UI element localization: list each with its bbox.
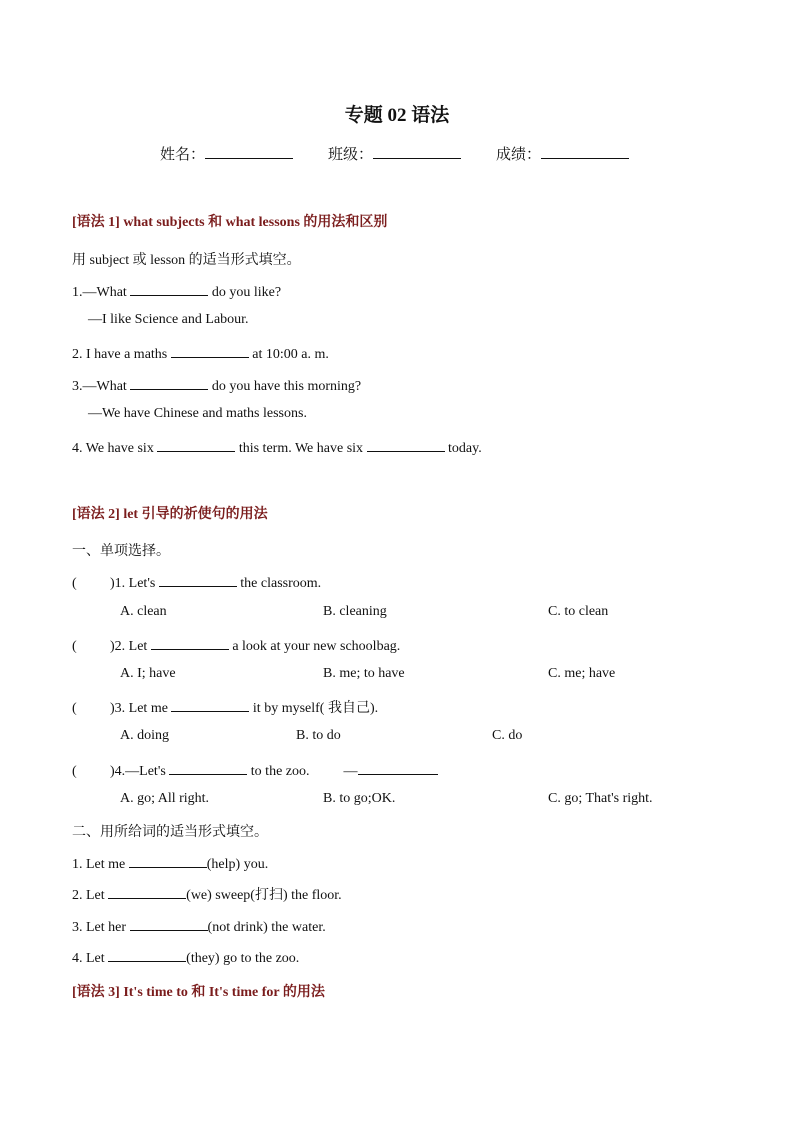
score-field[interactable] bbox=[496, 143, 629, 164]
mc-2-option-c[interactable]: C. me; have bbox=[548, 666, 616, 681]
mc-question-3: ( )3. Let me it by myself( 我自己). bbox=[72, 697, 378, 717]
section-1-title: [语法 1] what subjects 和 what lessons 的用法和区别 bbox=[72, 215, 388, 230]
mc-4-option-b[interactable]: B. to go;OK. bbox=[323, 791, 396, 806]
section-2-title: [语法 2] let 引导的祈使句的用法 bbox=[72, 507, 268, 522]
s1-question-3: 3.—What do you have this morning? bbox=[72, 375, 361, 395]
fill-question-1: 1. Let me (help) you. bbox=[72, 853, 268, 873]
answer-blank[interactable] bbox=[151, 635, 229, 650]
class-field[interactable] bbox=[328, 143, 461, 164]
mc-1-option-b[interactable]: B. cleaning bbox=[323, 604, 387, 619]
answer-blank[interactable] bbox=[130, 916, 208, 931]
answer-blank[interactable] bbox=[129, 853, 207, 868]
answer-paren[interactable]: ( bbox=[72, 639, 77, 654]
score-label: 成绩： bbox=[496, 147, 542, 163]
mc-2-option-b[interactable]: B. me; to have bbox=[323, 666, 405, 681]
mc-4-option-c[interactable]: C. go; That's right. bbox=[548, 791, 653, 806]
name-label: 姓名： bbox=[160, 147, 206, 163]
section-2-part-2: 二、用所给词的适当形式填空。 bbox=[72, 825, 268, 840]
answer-blank[interactable] bbox=[171, 697, 249, 712]
fill-question-4: 4. Let (they) go to the zoo. bbox=[72, 947, 299, 967]
section-2-part-1: 一、单项选择。 bbox=[72, 544, 170, 559]
s1-question-4: 4. We have six this term. We have six today. bbox=[72, 437, 482, 457]
mc-3-option-b[interactable]: B. to do bbox=[296, 728, 341, 743]
class-label: 班级： bbox=[328, 147, 374, 163]
answer-blank[interactable] bbox=[159, 572, 237, 587]
mc-question-2: ( )2. Let a look at your new schoolbag. bbox=[72, 635, 400, 655]
answer-blank[interactable] bbox=[108, 947, 186, 962]
s1-question-2: 2. I have a maths at 10:00 a. m. bbox=[72, 343, 329, 363]
mc-1-option-c[interactable]: C. to clean bbox=[548, 604, 609, 619]
class-blank[interactable] bbox=[373, 144, 461, 159]
answer-blank[interactable] bbox=[358, 760, 438, 775]
answer-blank[interactable] bbox=[171, 343, 249, 358]
s1-question-1: 1.—What do you like? bbox=[72, 281, 281, 301]
answer-blank[interactable] bbox=[130, 281, 208, 296]
answer-blank[interactable] bbox=[108, 884, 186, 899]
answer-blank[interactable] bbox=[169, 760, 247, 775]
mc-1-option-a[interactable]: A. clean bbox=[120, 604, 167, 619]
fill-question-3: 3. Let her (not drink) the water. bbox=[72, 916, 326, 936]
s1-question-3-answer: —We have Chinese and maths lessons. bbox=[88, 406, 307, 421]
mc-question-4: ( )4.—Let's to the zoo. — bbox=[72, 760, 438, 780]
mc-3-option-c[interactable]: C. do bbox=[492, 728, 523, 743]
answer-paren[interactable]: ( bbox=[72, 701, 77, 716]
fill-question-2: 2. Let (we) sweep(打扫) the floor. bbox=[72, 884, 342, 904]
section-3-title: [语法 3] It's time to 和 It's time for 的用法 bbox=[72, 985, 325, 1000]
answer-paren[interactable]: ( bbox=[72, 576, 77, 591]
score-blank[interactable] bbox=[541, 144, 629, 159]
name-field[interactable] bbox=[160, 143, 293, 164]
mc-2-option-a[interactable]: A. I; have bbox=[120, 666, 176, 681]
answer-paren[interactable]: ( bbox=[72, 764, 77, 779]
answer-blank[interactable] bbox=[367, 437, 445, 452]
mc-4-option-a[interactable]: A. go; All right. bbox=[120, 791, 210, 806]
section-1-instruction: 用 subject 或 lesson 的适当形式填空。 bbox=[72, 253, 301, 268]
page-title: 专题 02 语法 bbox=[344, 105, 450, 126]
name-blank[interactable] bbox=[205, 144, 293, 159]
answer-blank[interactable] bbox=[157, 437, 235, 452]
mc-question-1: ( )1. Let's the classroom. bbox=[72, 572, 321, 592]
s1-question-1-answer: —I like Science and Labour. bbox=[88, 312, 249, 327]
answer-blank[interactable] bbox=[130, 375, 208, 390]
mc-3-option-a[interactable]: A. doing bbox=[120, 728, 169, 743]
